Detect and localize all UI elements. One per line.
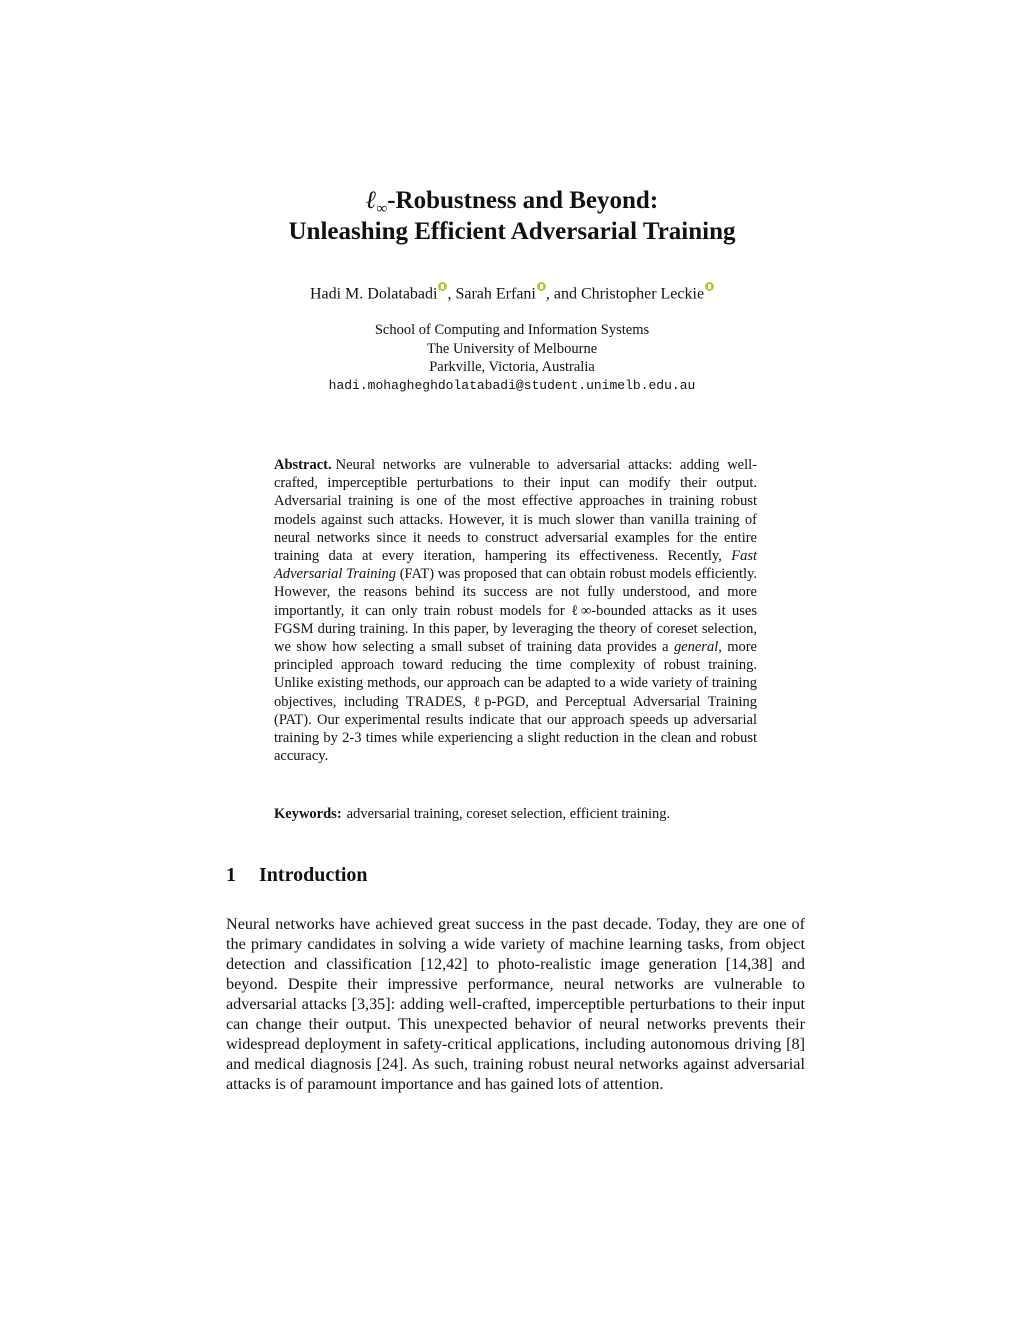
keywords [274,805,757,823]
author-3: Christopher Leckie [580,285,705,303]
author-list [0,283,1024,305]
author-separator: , [447,285,456,303]
affiliation-department: School of Computing and Information Systems [374,322,650,338]
author-2: Sarah Erfani [455,285,536,303]
title-ell-symbol: ℓ [365,187,377,214]
keywords-label: Keywords: [274,806,342,822]
introduction-paragraph: Neural networks have achieved great success in the past decade. Today, they are one of the primary candidates in solving a wide variety of machine learning tasks, from object detection and classification [12,42] to photo-realistic image generation [14,38] and beyond. Despite their impressive performance, neural networks are vulnerable to adversarial attacks [3,35]: adding well-crafted, imperceptible perturbations to their input can change their output. This unexpected behavior of neural networks prevents their widespread deployment in safety-critical applications, including autonomous driving [8] and medical diagnosis [24]. As such, training robust neural networks against adversarial attacks is of paramount importance and has gained lots of attention. [226,915,805,1093]
abstract-text-3: , more principled approach toward reducing the time complexity of robust training. Unlike existing methods, our approach can be adapted to a wide variety of training objectives, including TRADES, ℓp-PGD, and Perceptual Adversarial Training (PAT). Our experimental results indicate that our approach speeds up adversarial training by 2-3 times while experiencing a slight reduction in the clean and robust accuracy. [274,639,757,765]
section-number: 1 [226,864,236,886]
author-email[interactable]: hadi.mohagheghdolatabadi@student.unimelb.edu.au [328,377,696,393]
section-heading-introduction [226,863,368,887]
title-infinity-subscript: ∞ [376,201,388,217]
keywords-text: adversarial training, coreset selection, efficient training. [346,806,671,822]
affiliation-location: Parkville, Victoria, Australia [429,359,595,375]
abstract-label: Abstract. [274,457,332,473]
author-separator: , and [545,285,581,303]
author-1: Hadi M. Dolatabadi [309,285,438,303]
paper-title-line-2: Unleashing Efficient Adversarial Training [288,218,736,245]
orcid-icon[interactable] [705,282,714,291]
orcid-icon[interactable] [537,282,546,291]
abstract-fat-term: Fast Adversarial Training [274,548,757,583]
abstract-text-1: Neural networks are vulnerable to adversarial attacks: adding well-crafted, imperceptible perturbations to their input can modify their output. Adversarial training is one of the most effective approaches in training robust models against such attacks. However, it is much slower than vanilla training of neural networks since it needs to construct adversarial examples for the entire training data at every iteration, hampering its effectiveness. Recently, [274,457,757,565]
paper-title-line-1 [0,186,1024,219]
abstract-text-2: (FAT) was proposed that can obtain robust models efficiently. However, the reasons behind its success are not fully understood, and more importantly, it can only train robust models for ℓ∞-bounded attacks as it uses FGSM during training. In this paper, by leveraging the theory of coreset selection, we show how selecting a small subset of training data provides a [274,566,758,656]
abstract [274,456,757,765]
affiliation-university: The University of Melbourne [426,340,598,357]
title-line-1-text: -Robustness and Beyond: [387,187,659,214]
section-title: Introduction [259,864,368,886]
abstract-general-term: general [673,639,719,656]
